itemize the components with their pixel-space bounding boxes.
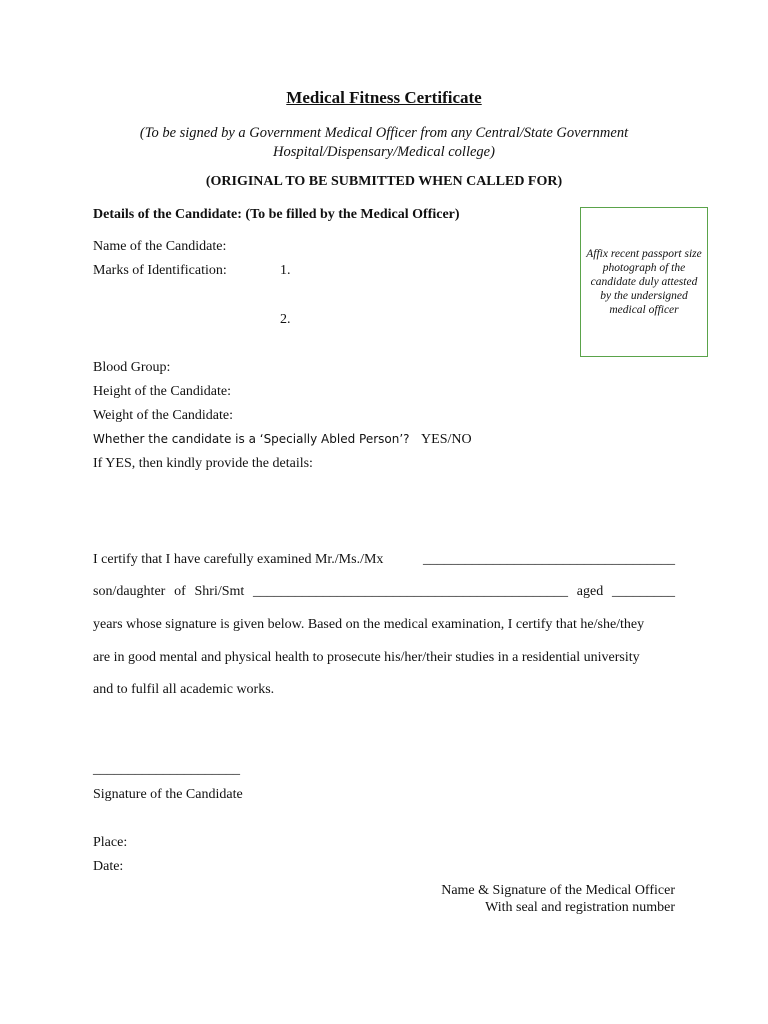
mark-1-label: 1. — [280, 263, 291, 278]
certify-line-1 — [93, 552, 675, 568]
place-label: Place: — [93, 835, 128, 850]
officer-name-signature-label: Name & Signature of the Medical Officer — [441, 883, 675, 898]
certify-line-2 — [93, 584, 675, 600]
date-label: Date: — [93, 859, 124, 874]
field-blood-group-label: Blood Group: — [93, 360, 171, 375]
certify-line-5: and to fulfil all academic works. — [93, 682, 275, 697]
mark-2-label: 2. — [280, 312, 291, 327]
of-text: of — [174, 584, 186, 599]
details-heading: Details of the Candidate: (To be filled by the Medical Officer) — [93, 207, 460, 222]
specially-abled-question: Whether the candidate is a ‘Specially Abled Person’? — [93, 432, 410, 446]
yes-no-option: YES/NO — [421, 432, 472, 447]
age-blank: _________ — [611, 584, 675, 599]
parent-name-blank: _____________________________________________ — [253, 584, 569, 599]
signature-label: Signature of the Candidate — [93, 787, 243, 802]
photo-box — [580, 207, 708, 357]
shri-smt-text: Shri/Smt — [194, 584, 245, 599]
son-daughter-text: son/daughter — [93, 584, 166, 599]
certify-line-1-text: I certify that I have carefully examined Mr./Ms./Mx — [93, 552, 384, 567]
field-if-yes-label: If YES, then kindly provide the details: — [93, 456, 313, 471]
field-marks-label: Marks of Identification: — [93, 263, 227, 278]
field-name-label: Name of the Candidate: — [93, 239, 227, 254]
certify-line-3: years whose signature is given below. Based on the medical examination, I certify that he/she/they — [93, 617, 645, 632]
document-title: Medical Fitness Certificate — [286, 88, 482, 107]
field-specially-abled — [93, 432, 472, 448]
aged-text: aged — [576, 584, 604, 599]
signature-line: _____________________ — [93, 762, 240, 777]
photo-box-text: Affix recent passport size photograph of the candidate duly attested by the undersigned medical officer — [586, 248, 702, 316]
document-subtitle: (To be signed by a Government Medical Officer from any Central/State Government Hospital/Dispensary/Medical college) — [139, 125, 629, 160]
examined-name-blank: ____________________________________ — [423, 552, 675, 567]
certify-line-4: are in good mental and physical health to prosecute his/her/their studies in a residential university — [93, 650, 640, 665]
field-height-label: Height of the Candidate: — [93, 384, 232, 399]
original-note: (ORIGINAL TO BE SUBMITTED WHEN CALLED FOR) — [205, 174, 563, 189]
field-weight-label: Weight of the Candidate: — [93, 408, 233, 423]
officer-seal-label: With seal and registration number — [485, 900, 675, 915]
